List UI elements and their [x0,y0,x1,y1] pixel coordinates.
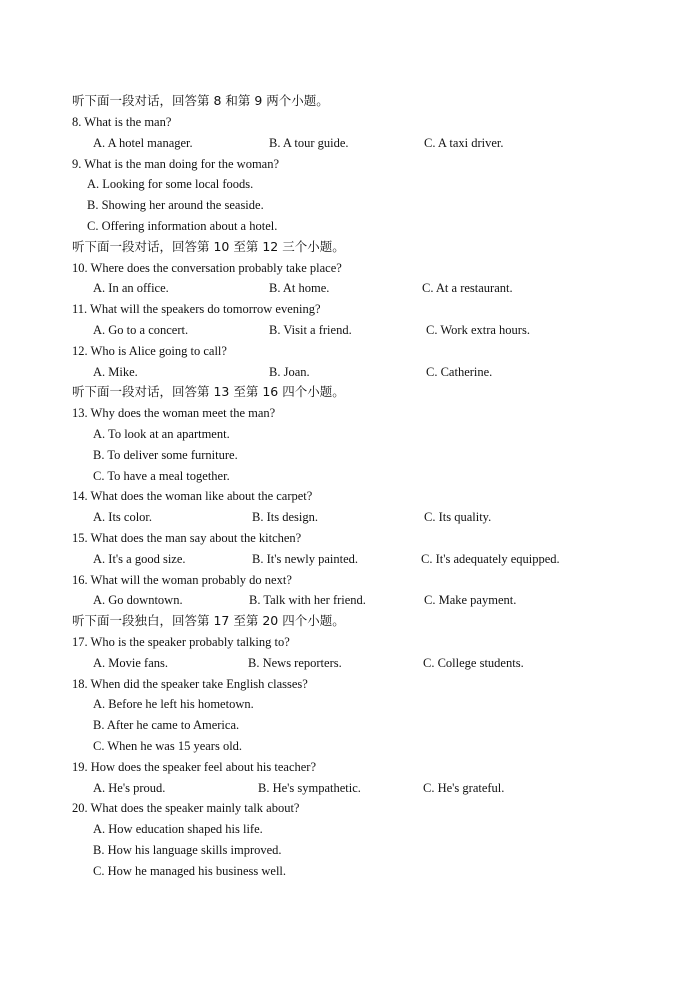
section-instruction: 听下面一段对话，回答第 8 和第 9 两个小题。 [72,93,329,108]
question-18: 18. When did the speaker take English classes? [72,677,308,691]
option-a: A. Looking for some local foods. [87,177,254,191]
option-c: C. Offering information about a hotel. [87,219,278,233]
question-12: 12. Who is Alice going to call? [72,344,227,358]
option-b: B. At home. [269,281,330,295]
option-b: B. News reporters. [248,656,342,670]
question-14: 14. What does the woman like about the carpet? [72,489,313,503]
option-b: B. Its design. [252,510,318,524]
option-c: C. How he managed his business well. [93,864,287,878]
option-b: B. Visit a friend. [269,323,352,337]
question-17: 17. Who is the speaker probably talking to? [72,635,290,649]
option-b: B. Joan. [269,365,310,379]
section-instruction: 听下面一段对话，回答第 13 至第 16 四个小题。 [72,384,345,399]
option-b: B. A tour guide. [269,136,349,150]
option-c: C. He's grateful. [423,781,505,795]
option-a: A. Its color. [93,510,153,524]
option-c: C. College students. [423,656,524,670]
option-a: A. A hotel manager. [93,136,193,150]
option-a: A. In an office. [93,281,169,295]
option-a: A. He's proud. [93,781,166,795]
question-15: 15. What does the man say about the kitchen? [72,531,302,545]
option-c: C. Its quality. [424,510,492,524]
option-b: B. He's sympathetic. [258,781,361,795]
section-instruction: 听下面一段独白，回答第 17 至第 20 四个小题。 [72,613,345,628]
option-b: B. To deliver some furniture. [93,448,238,462]
question-11: 11. What will the speakers do tomorrow evening? [72,302,321,316]
option-b: B. Showing her around the seaside. [87,198,264,212]
option-b: B. Talk with her friend. [249,593,366,607]
question-9: 9. What is the man doing for the woman? [72,157,280,171]
option-c: C. When he was 15 years old. [93,739,243,753]
question-19: 19. How does the speaker feel about his teacher? [72,760,317,774]
option-c: C. A taxi driver. [424,136,504,150]
question-10: 10. Where does the conversation probably take place? [72,261,342,275]
option-a: A. Go to a concert. [93,323,189,337]
option-a: A. Movie fans. [93,656,168,670]
question-8: 8. What is the man? [72,115,172,129]
option-a: A. Mike. [93,365,138,379]
option-c: C. At a restaurant. [422,281,513,295]
option-a: A. To look at an apartment. [93,427,230,441]
option-a: A. Go downtown. [93,593,183,607]
option-c: C. Work extra hours. [426,323,530,337]
option-a: A. Before he left his hometown. [93,697,254,711]
option-a: A. How education shaped his life. [93,822,263,836]
option-b: B. How his language skills improved. [93,843,282,857]
question-20: 20. What does the speaker mainly talk about? [72,801,300,815]
option-b: B. After he came to America. [93,718,240,732]
option-c: C. Catherine. [426,365,493,379]
option-a: A. It's a good size. [93,552,186,566]
option-b: B. It's newly painted. [252,552,359,566]
option-c: C. It's adequately equipped. [421,552,560,566]
option-c: C. To have a meal together. [93,469,230,483]
option-c: C. Make payment. [424,593,517,607]
question-16: 16. What will the woman probably do next? [72,573,292,587]
section-instruction: 听下面一段对话，回答第 10 至第 12 三个小题。 [72,239,345,254]
question-13: 13. Why does the woman meet the man? [72,406,276,420]
